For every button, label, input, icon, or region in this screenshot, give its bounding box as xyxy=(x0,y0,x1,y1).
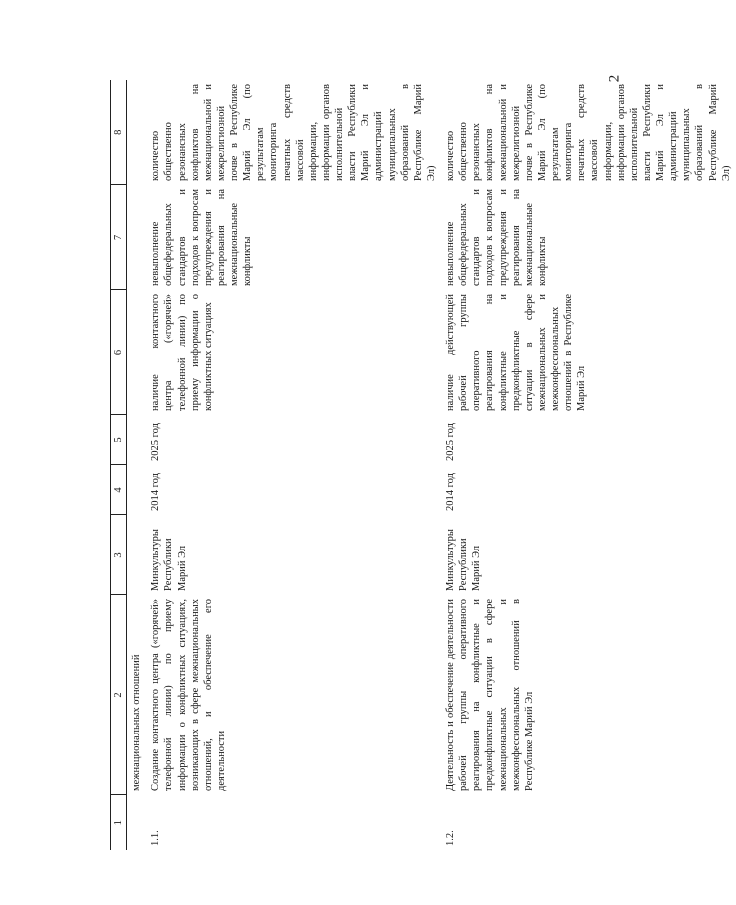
column-number: 4 xyxy=(111,465,127,515)
continuation-row xyxy=(127,80,147,850)
column-number: 5 xyxy=(111,415,127,465)
column-number: 1 xyxy=(111,795,127,850)
expected-result: наличие действующей рабочей группы оперативного реагирования на конфликтные и предконфликтные ситуации в сфере межнациональных и межконфессиональных отношений в Республике Марий Эл xyxy=(445,294,588,411)
executor: Минкультуры Республики Марий Эл xyxy=(150,529,188,591)
column-number: 3 xyxy=(111,515,127,595)
risk: невыполнение общефедеральных стандартов и подходов к вопросам предупреждения и реагирования на межнациональные конфликты xyxy=(445,189,548,286)
indicator: количество общественно резонансных конфликтов на межнациональной и межрелигиозной почве в Республике Марий Эл (по результатам мониторинга печатных средств массовой информации, информации органов исполнительной власти Республики Марий Эл и администраций муниципальных образований в Республике Марий Эл) xyxy=(445,84,732,181)
end-year: 2025 год xyxy=(445,423,456,461)
row-number: 1.1. xyxy=(150,830,162,846)
expected-result: наличие контактного центра («горячей» телефонной линии) по приему информации о конфликтных ситуациях xyxy=(150,294,214,411)
activity-name: Создание контактного центра («горячей» телефонной линии) по приему информации о конфликтных ситуациях, возникающих в сфере межнациональных отношений, и обеспечение его деятельности xyxy=(150,599,227,791)
column-number: 6 xyxy=(111,290,127,415)
program-table xyxy=(110,80,736,850)
continuation-text: межнациональных отношений xyxy=(131,654,143,791)
rotated-table-sheet xyxy=(110,80,732,850)
start-year: 2014 год xyxy=(445,473,456,511)
activity-name: Деятельность и обеспечение деятельности рабочей группы оперативного реагирования на конфликтные и предконфликтные ситуации в сфере межнациональных и межконфессиональных отношений в Республике Марий Эл xyxy=(445,599,535,791)
table-row xyxy=(441,80,736,850)
table-row xyxy=(146,80,441,850)
page-number: 2 xyxy=(606,74,623,83)
indicator: количество общественно резонансных конфликтов на межнациональной и межрелигиозной почве в Республике Марий Эл (по результатам мониторинга печатных средств массовой информации, информации органов исполнительной власти Республики Марий Эл и администраций муниципальных образований в Республике Марий Эл) xyxy=(150,84,437,181)
row-number: 1.2. xyxy=(445,830,456,846)
end-year: 2025 год xyxy=(150,423,162,461)
column-number-header xyxy=(111,80,127,850)
risk: невыполнение общефедеральных стандартов и подходов к вопросам предупреждения и реагирования на межнациональные конфликты xyxy=(150,189,254,286)
column-number: 8 xyxy=(111,80,127,185)
column-number: 2 xyxy=(111,595,127,795)
start-year: 2014 год xyxy=(150,473,162,511)
column-number: 7 xyxy=(111,185,127,290)
executor: Минкультуры Республики Марий Эл xyxy=(445,529,483,591)
